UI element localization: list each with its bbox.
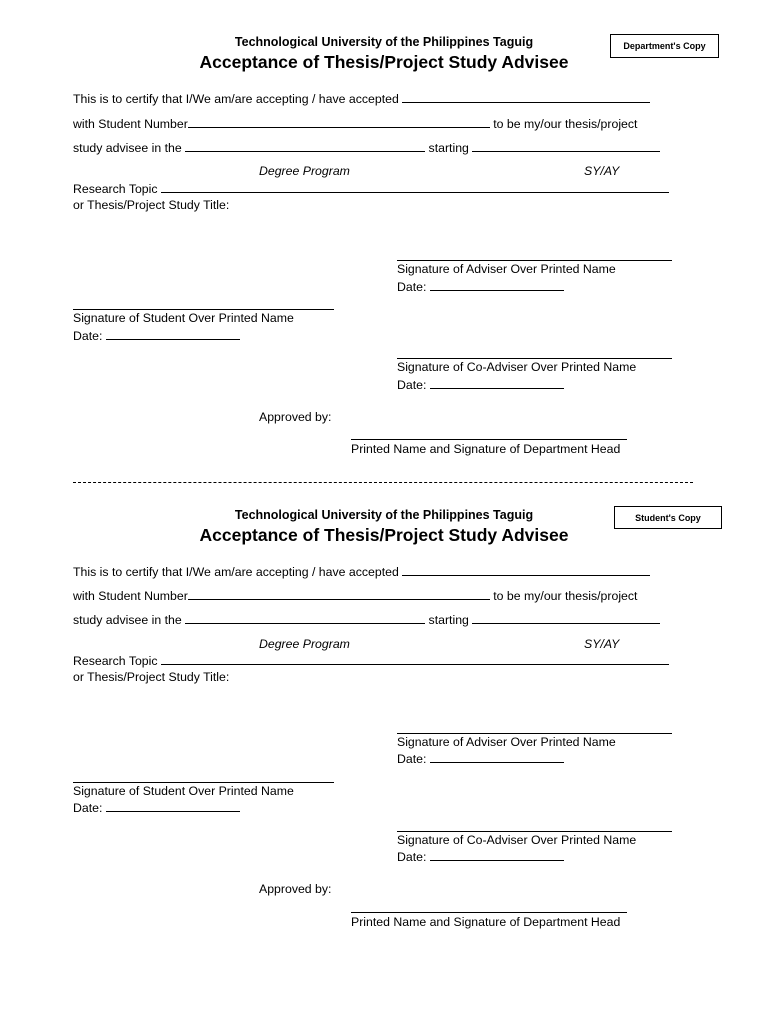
university-name: Technological University of the Philippines Taguig	[234, 508, 534, 522]
adviser-date-field[interactable]	[430, 751, 564, 763]
study-advisee-line	[73, 612, 660, 627]
approved-by-label: Approved by:	[259, 882, 332, 896]
date-label: Date:	[73, 329, 103, 343]
coadviser-signature-line[interactable]	[397, 358, 672, 359]
certify-line	[73, 91, 650, 106]
date-label: Date:	[397, 752, 427, 766]
coadviser-date-line	[397, 377, 564, 392]
form-title: Acceptance of Thesis/Project Study Advisee	[199, 525, 569, 545]
syay-field[interactable]	[472, 612, 660, 624]
thesis-text: to be my/our thesis/project	[493, 117, 638, 131]
research-topic-label: Research Topic	[73, 654, 158, 668]
research-topic-label: Research Topic	[73, 182, 158, 196]
coadviser-signature-line[interactable]	[397, 831, 672, 832]
student-number-line	[73, 588, 637, 603]
study-advisee-label: study advisee in the	[73, 613, 182, 627]
student-number-line	[73, 116, 637, 131]
coadviser-signature-label: Signature of Co-Adviser Over Printed Name	[397, 360, 637, 374]
university-name: Technological University of the Philippines Taguig	[234, 35, 534, 49]
dept-head-signature-line[interactable]	[351, 912, 627, 913]
research-topic-field[interactable]	[161, 181, 669, 193]
advisee-name-field[interactable]	[402, 564, 650, 576]
cut-line-divider	[73, 482, 693, 483]
certify-line	[73, 564, 650, 579]
student-number-field[interactable]	[188, 588, 490, 600]
student-signature-line[interactable]	[73, 309, 334, 310]
approved-by-label: Approved by:	[259, 410, 332, 424]
dept-head-label: Printed Name and Signature of Department Head	[351, 442, 621, 456]
student-number-label: with Student Number	[73, 589, 188, 603]
date-label: Date:	[397, 378, 427, 392]
student-signature-line[interactable]	[73, 782, 334, 783]
coadviser-date-field[interactable]	[430, 849, 564, 861]
degree-program-label: Degree Program	[259, 637, 350, 651]
dept-head-signature-line[interactable]	[351, 439, 627, 440]
adviser-date-line	[397, 279, 564, 294]
degree-program-label: Degree Program	[259, 164, 350, 178]
advisee-name-field[interactable]	[402, 91, 650, 103]
student-number-label: with Student Number	[73, 117, 188, 131]
degree-program-field[interactable]	[185, 612, 425, 624]
thesis-text: to be my/our thesis/project	[493, 589, 638, 603]
student-date-line	[73, 328, 240, 343]
adviser-date-line	[397, 751, 564, 766]
coadviser-date-field[interactable]	[430, 377, 564, 389]
form-title: Acceptance of Thesis/Project Study Advisee	[199, 52, 569, 72]
certify-text: This is to certify that I/We am/are accepting / have accepted	[73, 565, 399, 579]
adviser-signature-line[interactable]	[397, 733, 672, 734]
syay-label: SY/AY	[584, 637, 620, 651]
student-signature-label: Signature of Student Over Printed Name	[73, 311, 294, 325]
research-topic-line	[73, 653, 669, 668]
adviser-signature-label: Signature of Adviser Over Printed Name	[397, 735, 616, 749]
student-number-field[interactable]	[188, 116, 490, 128]
date-label: Date:	[73, 801, 103, 815]
date-label: Date:	[397, 280, 427, 294]
starting-label: starting	[428, 141, 469, 155]
thesis-title-label: or Thesis/Project Study Title:	[73, 670, 230, 684]
student-copy-badge: Student's Copy	[614, 506, 722, 529]
syay-label: SY/AY	[584, 164, 620, 178]
syay-field[interactable]	[472, 140, 660, 152]
student-date-field[interactable]	[106, 328, 240, 340]
adviser-signature-line[interactable]	[397, 260, 672, 261]
thesis-title-label: or Thesis/Project Study Title:	[73, 198, 230, 212]
certify-text: This is to certify that I/We am/are accepting / have accepted	[73, 92, 399, 106]
research-topic-line	[73, 181, 669, 196]
starting-label: starting	[428, 613, 469, 627]
research-topic-field[interactable]	[161, 653, 669, 665]
degree-program-field[interactable]	[185, 140, 425, 152]
coadviser-signature-label: Signature of Co-Adviser Over Printed Name	[397, 833, 637, 847]
dept-head-label: Printed Name and Signature of Department Head	[351, 915, 621, 929]
adviser-signature-label: Signature of Adviser Over Printed Name	[397, 262, 616, 276]
student-signature-label: Signature of Student Over Printed Name	[73, 784, 294, 798]
study-advisee-label: study advisee in the	[73, 141, 182, 155]
student-date-line	[73, 800, 240, 815]
study-advisee-line	[73, 140, 660, 155]
date-label: Date:	[397, 850, 427, 864]
student-date-field[interactable]	[106, 800, 240, 812]
department-copy-badge: Department's Copy	[610, 34, 719, 58]
coadviser-date-line	[397, 849, 564, 864]
adviser-date-field[interactable]	[430, 279, 564, 291]
